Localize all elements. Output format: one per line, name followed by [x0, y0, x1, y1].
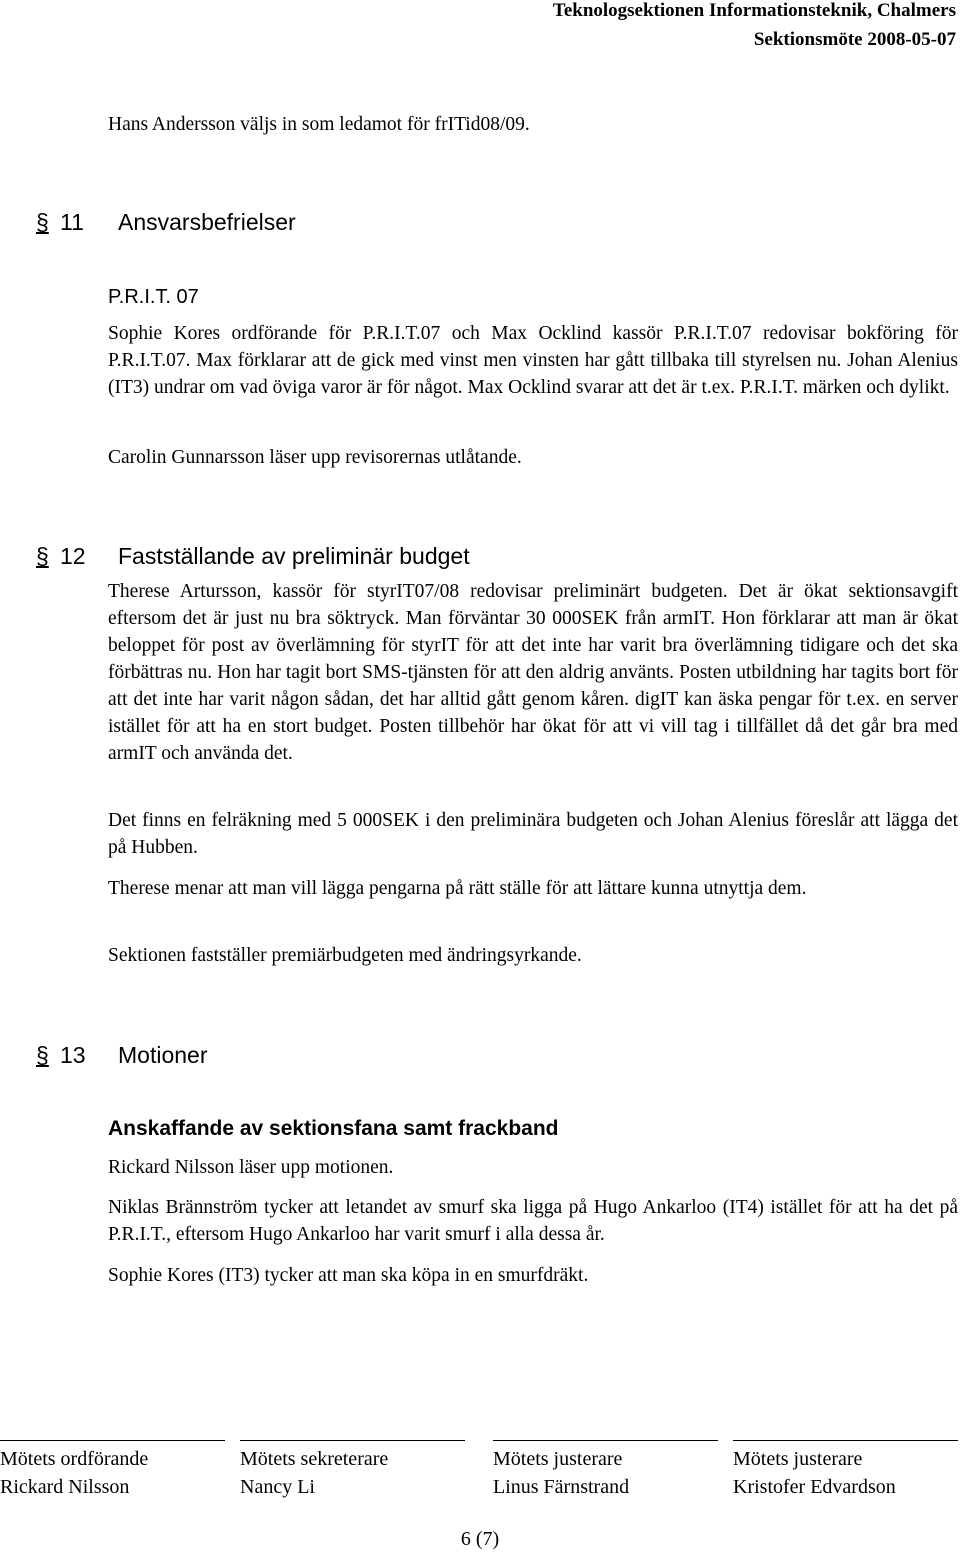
signature-name: Rickard Nilsson — [0, 1476, 130, 1498]
signature-line — [733, 1440, 958, 1441]
section-heading-12 — [36, 541, 470, 571]
signature-role: Mötets sekreterare — [240, 1448, 389, 1470]
signature-role: Mötets ordförande — [0, 1448, 149, 1470]
page-number: 6 (7) — [460, 1528, 500, 1550]
motion-subheading: Anskaffande av sektionsfana samt frackband — [108, 1117, 559, 1140]
paragraph: Rickard Nilsson läser upp motionen. — [108, 1157, 394, 1178]
paragraph: Sophie Kores (IT3) tycker att man ska köpa in en smurfdräkt. — [108, 1265, 589, 1286]
signature-name: Kristofer Edvardson — [733, 1476, 896, 1498]
section-number: 13 — [60, 1042, 86, 1068]
section-symbol: § — [36, 543, 49, 569]
paragraph: Niklas Brännström tycker att letandet av smurf ska ligga på Hugo Ankarloo (IT4) istället för att ha det på P.R.I.T., eftersom Hugo Ankarloo har varit smurf i alla dessa år. — [108, 1197, 958, 1245]
signature-role: Mötets justerare — [733, 1448, 863, 1470]
signature-block-adjuster-2 — [733, 1440, 958, 1501]
paragraph: Sophie Kores ordförande för P.R.I.T.07 och Max Ocklind kassör P.R.I.T.07 redovisar bokföring för P.R.I.T.07. Max förklarar att de gick med vinst men vinsten har gått tillbaka till styrelsen nu. Johan Alenius (IT3) undrar om vad öviga varor är för något. Max Ocklind svarar att det är t.ex. P.R.I.T. märken och dylikt. — [108, 323, 958, 398]
signature-name: Linus Färnstrand — [493, 1476, 630, 1498]
paragraph: Carolin Gunnarsson läser upp revisorernas utlåtande. — [108, 447, 522, 468]
paragraph: Therese Artursson, kassör för styrIT07/08 redovisar preliminärt budgeten. Det är ökat sektionsavgift eftersom det är just nu bra söktryck. Man förväntar 30 000SEK från armIT. Hon förklarar att man är ökat beloppet för post av överlämning för styrIT för att det inte har varit bra överlämning tidigare och det ska förbättras nu. Hon har tagit bort SMS-tjänsten för att den aldrig använts. Posten utbildning har tagits bort för att det inte har varit någon sådan, det har alltid gått genom kåren. digIT kan äska pengar för t.ex. en server istället för att ha en stort budget. Posten tillbehör har ökat för att vi vill tag i tillfället då det går bra med armIT och använda det. — [108, 581, 958, 764]
section-number: 11 — [60, 209, 84, 235]
section-title: Fastställande av preliminär budget — [118, 543, 470, 569]
header-organization: Teknologsektionen Informationsteknik, Chalmers — [552, 0, 956, 21]
section-symbol: § — [36, 1042, 49, 1068]
section-heading-13 — [36, 1040, 207, 1070]
paragraph: Det finns en felräkning med 5 000SEK i den preliminära budgeten och Johan Alenius föreslår att lägga det på Hubben. — [108, 810, 958, 858]
intro-line: Hans Andersson väljs in som ledamot för frITid08/09. — [108, 114, 530, 135]
section-title: Motioner — [118, 1042, 208, 1068]
section-subtitle: P.R.I.T. 07 — [108, 286, 199, 308]
signature-line — [493, 1440, 718, 1441]
signature-block-secretary — [240, 1440, 465, 1501]
signature-block-chair — [0, 1440, 225, 1501]
header-meeting-date: Sektionsmöte 2008-05-07 — [753, 29, 956, 50]
section-symbol: § — [36, 209, 49, 235]
signature-role: Mötets justerare — [493, 1448, 623, 1470]
signature-block-adjuster-1 — [493, 1440, 718, 1501]
section-number: 12 — [60, 543, 86, 569]
signature-line — [240, 1440, 465, 1441]
paragraph: Therese menar att man vill lägga pengarna på rätt ställe för att lättare kunna utnyttja dem. — [108, 878, 807, 899]
paragraph: Sektionen fastställer premiärbudgeten med ändringsyrkande. — [108, 945, 582, 966]
signature-name: Nancy Li — [240, 1476, 315, 1498]
signature-line — [0, 1440, 225, 1441]
section-title: Ansvarsbefrielser — [118, 209, 296, 235]
section-heading-11 — [36, 207, 296, 237]
